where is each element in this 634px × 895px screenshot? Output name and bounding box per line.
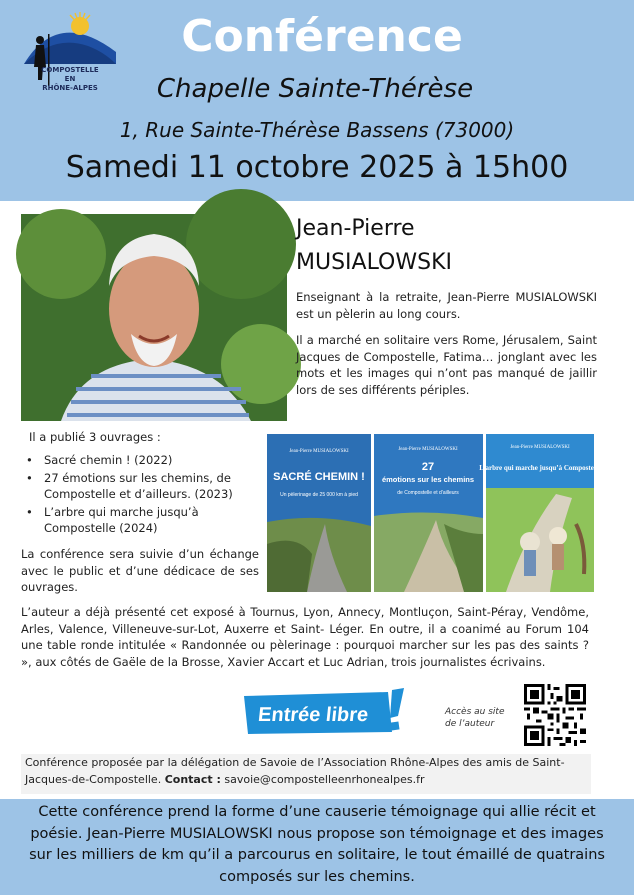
logo-line: RHÔNE-ALPES: [42, 84, 98, 92]
works-list: [22, 452, 268, 538]
author-last-name: MUSIALOWSKI: [296, 250, 453, 275]
book-title: L’arbre qui marche jusqu’à Compostelle: [479, 464, 601, 472]
venue-address: 1, Rue Sainte-Thérèse Bassens (73000): [119, 118, 515, 142]
access-line: de l’auteur: [445, 719, 495, 729]
access-line: Accès au site: [445, 707, 505, 717]
book-subtitle: Un pèlerinage de 25 000 km à pied: [280, 492, 358, 498]
author-bio-retirement: Enseignant à la retraite, Jean-Pierre MUSIALOWSKI est un pèlerin au long cours.: [296, 290, 597, 321]
book-cover-arbre-qui-marche: [479, 434, 601, 592]
works-intro: Il a publié 3 ouvrages :: [29, 430, 161, 444]
organizer-note: [21, 754, 591, 794]
venue-name: Chapelle Sainte-Thérèse: [156, 74, 474, 104]
list-item: • L’arbre qui marche jusqu’à Compostelle (2024): [22, 504, 268, 537]
contact-email[interactable]: savoie@compostelleenrhonealpes.fr: [224, 773, 425, 786]
book-title: SACRÉ CHEMIN !: [273, 471, 365, 483]
author-history: L’auteur a déjà présenté cet exposé à Tournus, Lyon, Annecy, Montluçon, Saint-Péray, Vendôme, Arles, Valence, Villeneuve-sur-Lot, Auxerre et Saint- Léger. En outre, il a coanimé au Forum 104 une table ronde intitulée « Randonnée ou pèlerinage : pourquoi marcher sur les pas des saints ? », aux côtés de Gaële de la Brosse, Xavier Accart et Luc Adrian, trois journalistes écrivains.: [21, 605, 589, 669]
author-site-qr-code[interactable]: [524, 684, 586, 746]
free-entry-badge: [240, 688, 408, 738]
logo-line: EN: [64, 75, 76, 83]
list-item: • 27 émotions sur les chemins, de Compostelle et d’ailleurs. (2023): [22, 470, 268, 503]
book-title: émotions sur les chemins: [381, 475, 475, 484]
footer-description: Cette conférence prend la forme d’une causerie témoignage qui allie récit et poésie. Jean-Pierre MUSIALOWSKI nous propose son témoignage et des images sur les milliers de km qu’il a parcourus en solitaire, le tout émaillé de quatrains composés sur les chemins.: [29, 804, 605, 885]
book-subtitle: de Compostelle et d’ailleurs: [397, 490, 459, 496]
author-photo: [21, 214, 287, 421]
book-cover-27-emotions: [374, 434, 483, 592]
contact-label: Contact :: [164, 773, 221, 786]
book-author: Jean-Pierre MUSIALOWSKI: [510, 445, 570, 450]
page-title: Conférence: [181, 11, 463, 62]
author-site-caption: [445, 706, 515, 730]
dedication-note: La conférence sera suivie d’un échange avec le public et d’une dédicace de ses ouvrages.: [21, 547, 259, 594]
book-title-number: 27: [421, 461, 435, 473]
list-item: • Sacré chemin ! (2022): [22, 452, 268, 469]
author-bio-journeys: Il a marché en solitaire vers Rome, Jérusalem, Saint Jacques de Compostelle, Fatima… jonglant avec les mots et les images qui n’ont pas manqué de jaillir lors de ses différents périples.: [296, 333, 597, 397]
organizer-text: Conférence proposée par la délégation de Savoie de l’Association Rhône-Alpes des amis de Saint-Jacques-de-Compostelle.: [25, 756, 565, 786]
book-author: Jean-Pierre MUSIALOWSKI: [289, 449, 349, 454]
author-first-name: Jean-Pierre: [296, 216, 415, 241]
event-date: Samedi 11 octobre 2025 à 15h00: [65, 150, 569, 185]
logo-line: COMPOSTELLE: [41, 66, 99, 74]
badge-label: Entrée libre: [257, 704, 370, 726]
book-author: Jean-Pierre MUSIALOWSKI: [398, 447, 458, 452]
book-cover-sacre-chemin: [267, 434, 371, 592]
